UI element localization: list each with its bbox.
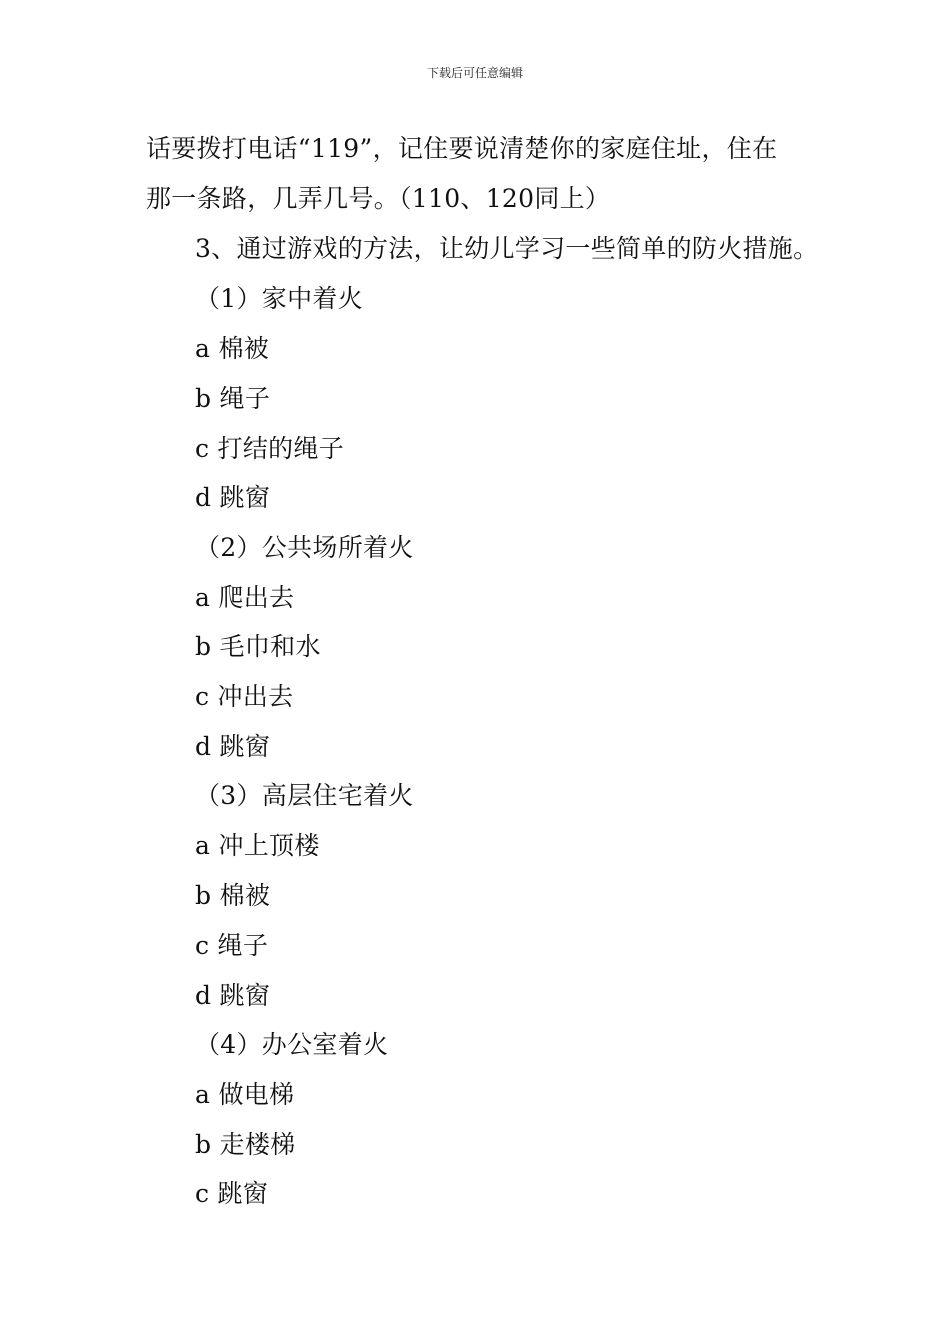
list-item: c 冲出去 xyxy=(195,682,294,711)
page-header: 下载后可任意编辑 xyxy=(426,66,523,80)
section-heading-high-rise-fire: （3）高层住宅着火 xyxy=(195,781,414,810)
list-item: a 做电梯 xyxy=(195,1080,295,1109)
list-item: b 走楼梯 xyxy=(195,1130,296,1159)
list-item: b 棉被 xyxy=(195,881,271,910)
list-item: b 毛巾和水 xyxy=(195,632,321,661)
list-item: c 跳窗 xyxy=(195,1179,269,1208)
section-heading-public-place-fire: （2）公共场所着火 xyxy=(195,533,414,562)
list-item: a 爬出去 xyxy=(195,583,295,612)
list-item: d 跳窗 xyxy=(195,981,271,1010)
list-item: a 棉被 xyxy=(195,334,270,363)
list-item: c 绳子 xyxy=(195,931,269,960)
list-item: a 冲上顶楼 xyxy=(195,831,320,860)
list-item: d 跳窗 xyxy=(195,732,271,761)
paragraph-line-1: 话要拨打电话“119”，记住要说清楚你的家庭住址，住在 xyxy=(146,134,778,163)
list-item: c 打结的绳子 xyxy=(195,434,345,463)
section-heading-office-fire: （4）办公室着火 xyxy=(195,1030,389,1059)
paragraph-line-3: 3、通过游戏的方法，让幼儿学习一些简单的防火措施。 xyxy=(195,234,819,263)
list-item: d 跳窗 xyxy=(195,483,271,512)
paragraph-line-2: 那一条路，几弄几号。（110、120同上） xyxy=(146,184,611,213)
list-item: b 绳子 xyxy=(195,384,271,413)
section-heading-home-fire: （1）家中着火 xyxy=(195,284,364,313)
